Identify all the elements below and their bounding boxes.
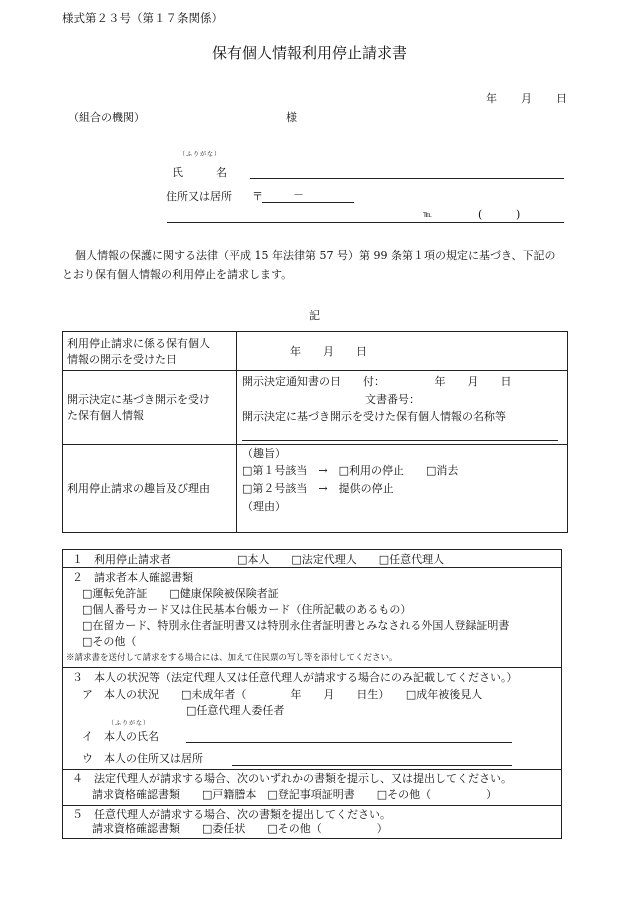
tel-icon: ℡ bbox=[423, 210, 433, 220]
section-2-title: ２ 請求者本人確認書類 bbox=[72, 571, 193, 584]
tel-paren-close: ) bbox=[516, 208, 521, 221]
section-3-name-label: イ 本人の氏名 bbox=[82, 730, 159, 743]
sama-label: 様 bbox=[286, 111, 297, 124]
section-1-requester[interactable]: １ 利用停止請求者 □本人 □法定代理人 □任意代理人 bbox=[72, 553, 445, 566]
name-field[interactable] bbox=[250, 178, 564, 179]
date-day: 日 bbox=[556, 92, 567, 105]
r2-notice-date[interactable]: 開示決定通知書の日 付： 年 月 日 bbox=[242, 375, 512, 388]
section-2-option-4[interactable]: □その他（ bbox=[82, 635, 137, 648]
section-5-docs[interactable]: 請求資格確認書類 □委任状 □その他（ ） bbox=[92, 822, 388, 835]
section-3-address-label: ウ 本人の住所又は居所 bbox=[82, 752, 203, 765]
postal-field[interactable] bbox=[262, 202, 354, 203]
section-3-status[interactable]: ア 本人の状況 □未成年者（ 年 月 日生） □成年被後見人 bbox=[82, 688, 483, 701]
r3-option-2[interactable]: □第２号該当 → 提供の停止 bbox=[242, 482, 394, 495]
date-month: 月 bbox=[521, 92, 532, 105]
section-2-option-1[interactable]: □運転免許証 □健康保険被保険者証 bbox=[82, 587, 279, 600]
ki-label: 記 bbox=[309, 309, 320, 322]
r2-doc-number[interactable]: 文書番号： bbox=[365, 393, 420, 406]
page-title: 保有個人情報利用停止請求書 bbox=[212, 44, 408, 62]
org-label: （組合の機関） bbox=[68, 111, 145, 124]
tel-paren-open: ( bbox=[478, 208, 483, 221]
r1-date[interactable]: 年 月 日 bbox=[290, 345, 367, 358]
section-2-note: ※請求書を送付して請求をする場合には、加えて住民票の写し等を添付してください。 bbox=[66, 653, 398, 663]
r3-reason-heading: （理由） bbox=[242, 500, 286, 513]
section-3-address-field[interactable] bbox=[232, 765, 512, 766]
r2-label-2: た保有個人情報 bbox=[67, 409, 144, 422]
r2-info-name-field[interactable] bbox=[242, 440, 558, 441]
section-2-option-2[interactable]: □個人番号カード又は住民基本台帳カード（住所記載のあるもの） bbox=[82, 603, 412, 616]
section-2-option-3[interactable]: □在留カード、特別永住者証明書又は特別永住者証明書とみなされる外国人登録証明書 bbox=[82, 619, 510, 632]
r2-info-name-label: 開示決定に基づき開示を受けた保有個人情報の名称等 bbox=[242, 410, 506, 423]
r1-label-2: 情報の開示を受けた日 bbox=[67, 353, 177, 366]
address-field[interactable] bbox=[167, 222, 564, 223]
form-number: 様式第２３号（第１７条関係） bbox=[62, 11, 223, 25]
section-4-docs[interactable]: 請求資格確認書類 □戸籍謄本 □登記事項証明書 □その他（ ） bbox=[92, 788, 498, 801]
section-5-title: ５ 任意代理人が請求する場合、次の書類を提出してください。 bbox=[72, 808, 391, 821]
r3-label: 利用停止請求の趣旨及び理由 bbox=[67, 482, 210, 495]
section-3-name-field[interactable] bbox=[186, 742, 512, 743]
section-3-title: ３ 本人の状況等（法定代理人又は任意代理人が請求する場合にのみ記載してください。） bbox=[72, 671, 518, 684]
section-4-title: ４ 法定代理人が請求する場合、次のいずれかの書類を提示し、又は提出してください。 bbox=[72, 772, 512, 785]
postal-mark: 〒 bbox=[252, 190, 263, 203]
address-label: 住所又は居所 bbox=[166, 190, 232, 203]
intro-line-1: 個人情報の保護に関する法律（平成 15 年法律第 57 号）第 99 条第１項の規定に基づき、下記の bbox=[75, 249, 556, 262]
furigana-label: （ふりがな） bbox=[179, 151, 222, 158]
section-3-status-2[interactable]: □任意代理人委任者 bbox=[186, 704, 285, 717]
r3-purpose-heading: （趣旨） bbox=[242, 447, 286, 460]
section-3-furigana: （ふりがな） bbox=[108, 720, 151, 727]
date-year: 年 bbox=[486, 92, 497, 105]
r2-label-1: 開示決定に基づき開示を受け bbox=[67, 393, 210, 406]
r3-option-1[interactable]: □第１号該当 → □利用の停止 □消去 bbox=[242, 464, 459, 477]
postal-dash: － bbox=[293, 188, 304, 201]
r1-label-1: 利用停止請求に係る保有個人 bbox=[67, 337, 210, 350]
name-label: 氏 名 bbox=[172, 166, 227, 179]
intro-line-2: とおり保有個人情報の利用停止を請求します。 bbox=[62, 268, 293, 281]
